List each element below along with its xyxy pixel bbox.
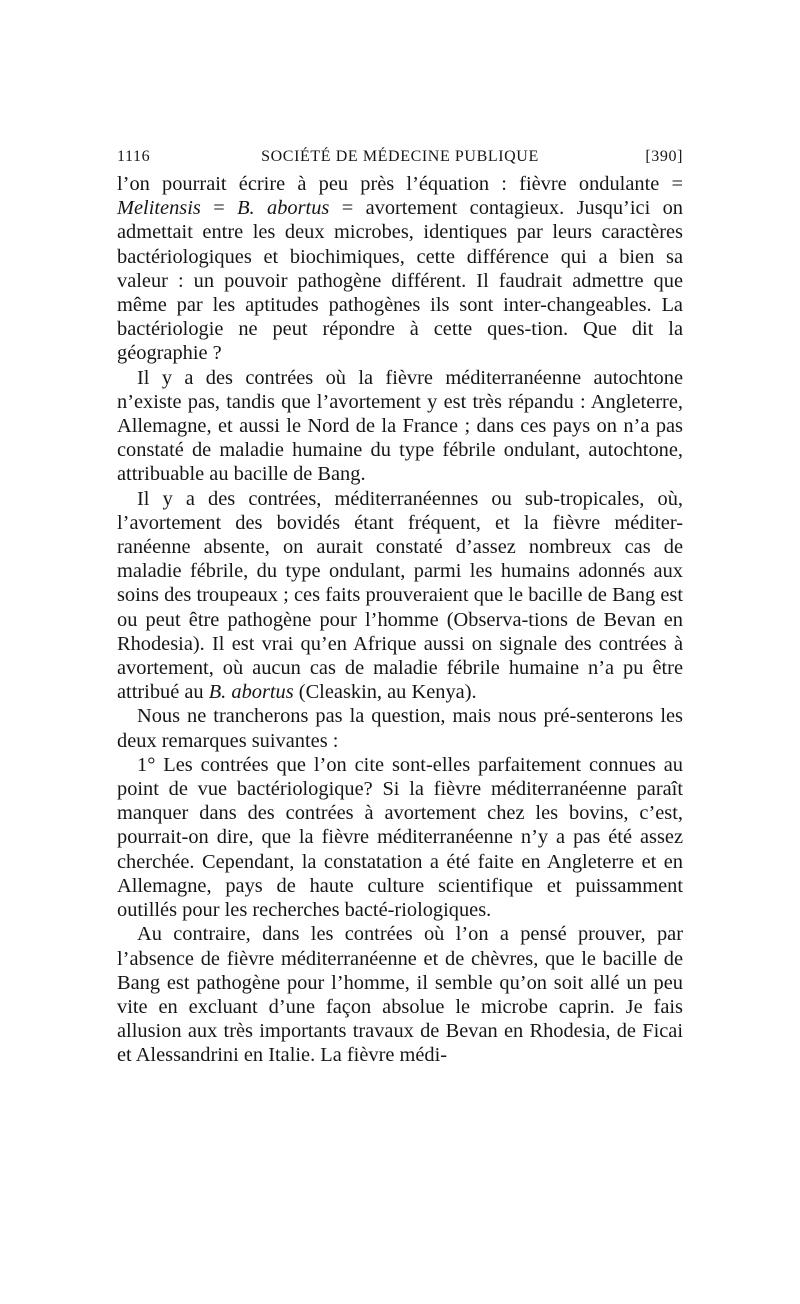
italic-text: B. abortus xyxy=(237,197,330,220)
paragraph-text: l’on pourrait écrire à peu près l’équation : fièvre ondulante = xyxy=(117,173,683,195)
paragraph-text: Il y a des contrées, méditerranéennes ou sub-tropicales, où, l’avortement des bovidés étant fréquent, et la fièvre méditer-ranéenne absente, on aurait constaté d’assez nombreux cas de maladie fébrile, du type ondulant, parmi les humains adonnés aux soins des troupeaux ; ces faits prouveraient que le bacille de Bang est ou peut être pathogène pour l’homme (Observa-tions de Bevan en Rhodesia). Il est vrai qu’en Afrique aussi on signale des contrées à avortement, où aucun cas de maladie fébrile humaine n’a pu être attribué au xyxy=(117,487,683,704)
paragraph-text: = avortement contagieux. Jusqu’ici on admettait entre les deux microbes, identiques par leurs caractères bactériologiques et biochimiques, cette différence qui a bien sa valeur : un pouvoir pathogène différent. Il faudrait admettre que même par les aptitudes pathogènes ils sont inter-changeables. La bactériologie ne peut répondre à cette ques-tion. Que dit la géographie ? xyxy=(117,197,683,365)
italic-text: Melitensis xyxy=(117,197,201,220)
italic-text: B. abortus xyxy=(208,681,294,704)
paragraph-text: 1° Les contrées que l’on cite sont-elles parfaitement connues au point de vue bactériologique? Si la fièvre méditerranéenne paraît manquer dans des contrées à avortement chez les bovins, c’est, pourrait-on dire, que la fièvre méditerranéenne n’y a pas été assez cherchée. Cependant, la constatation a été faite en Angleterre et en Allemagne, pays de haute culture scientifique et puissamment outillés pour les recherches bacté-riologiques. xyxy=(117,753,683,922)
page-number: 1116 xyxy=(117,148,151,165)
paragraph xyxy=(117,753,683,922)
paragraph xyxy=(117,922,683,1067)
paragraph xyxy=(117,487,683,705)
paragraph-text: Au contraire, dans les contrées où l’on a pensé prouver, par l’absence de fièvre méditerranéenne et de chèvres, que le bacille de Bang est pathogène pour l’homme, il semble qu’on soit allé un peu vite en excluant d’une façon absolue le microbe caprin. Je fais allusion aux très importants travaux de Bevan en Rhodesia, de Ficai et Alessandrini en Italie. La fièvre médi- xyxy=(117,923,683,1067)
paragraph xyxy=(117,172,683,366)
paragraph xyxy=(117,366,683,487)
body-text xyxy=(117,172,683,1068)
journal-title: SOCIÉTÉ DE MÉDECINE PUBLIQUE xyxy=(261,148,539,165)
paragraph xyxy=(117,704,683,752)
paragraph-text: Il y a des contrées où la fièvre méditerranéenne autochtone n’existe pas, tandis que l’avortement y est très répandu : Angleterre, Allemagne, et aussi le Nord de la France ; dans ces pays on n’a pas constaté de maladie humaine du type fébrile ondulant, autochtone, attribuable au bacille de Bang. xyxy=(117,366,683,486)
running-header xyxy=(117,148,683,172)
paragraph-text: Nous ne trancherons pas la question, mais nous pré-senterons les deux remarques suivantes : xyxy=(117,705,683,752)
paragraph-text: = xyxy=(200,197,238,220)
bracket-page-number: [390] xyxy=(645,148,683,165)
document-page xyxy=(117,148,683,1068)
paragraph-text: (Cleaskin, au Kenya). xyxy=(293,681,477,704)
